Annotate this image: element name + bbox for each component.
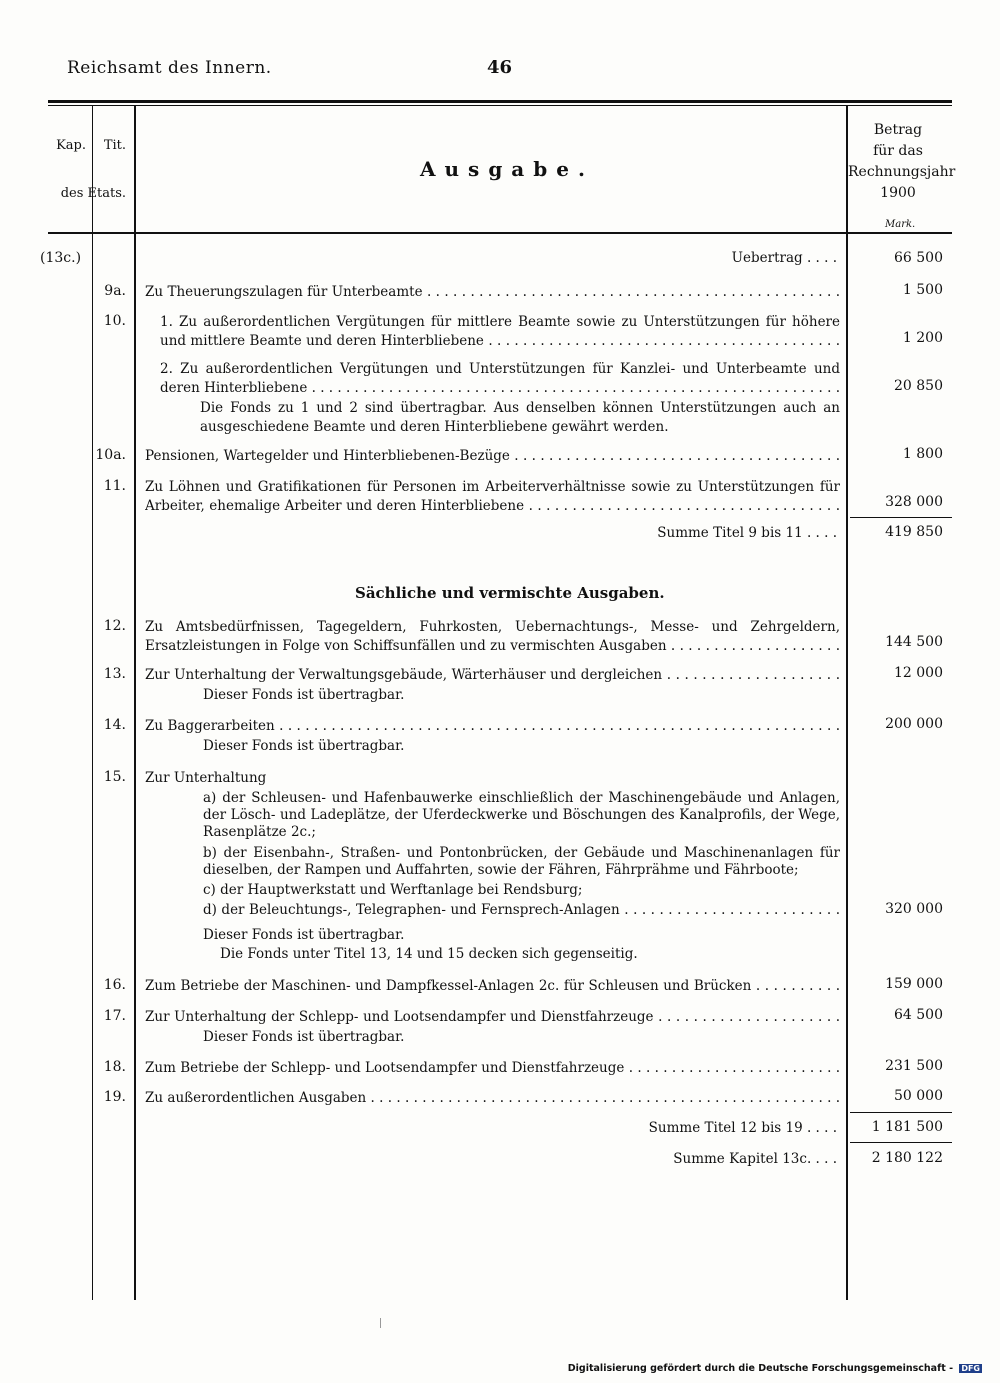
item-amount: 1 800 xyxy=(902,446,943,462)
item-note: Die Fonds zu 1 und 2 sind übertragbar. Aus denselben können Unterstützungen auch an ausgeschiedene Beamte und deren Hinterbliebene gewährt werden. xyxy=(200,400,840,435)
item-text: Zum Betriebe der Maschinen- und Dampfkessel-Anlagen 2c. für Schleusen und Brücken . . . . . . . . . . xyxy=(145,978,840,994)
item-amount: 328 000 xyxy=(885,494,943,510)
item-text: Zur Unterhaltung der Schlepp- und Lootsendampfer und Dienstfahrzeuge . . . . . . . . . . . . . . . . . . . . . xyxy=(145,1009,840,1025)
kap-header: Kap. xyxy=(56,138,86,153)
sum-label: Summe Titel 9 bis 11 . . . . xyxy=(657,525,837,541)
dfg-logo-icon: DFG xyxy=(961,1364,980,1373)
item-text: 2. Zu außerordentlichen Vergütungen und Unterstützungen für Kanzlei- und Unterbeamte und deren Hinterbliebene . . . . . . . . . . . . . . . . . . . . . . . . . . . . . . . . . . . . . . . . . . . . . . . . . . . . . . . . . . . . . . xyxy=(160,361,840,396)
item-note: Dieser Fonds ist übertragbar. xyxy=(203,738,405,754)
chapter-sum-label: Summe Kapitel 13c. . . . xyxy=(673,1151,837,1167)
table-title: Ausgabe. xyxy=(420,157,594,181)
digitization-credit xyxy=(568,1363,982,1374)
title-number: 9a. xyxy=(104,283,126,299)
item-text: Zu außerordentlichen Ausgaben . . . . . . . . . . . . . . . . . . . . . . . . . . . . . . . . . . . . . . . . . . . . . . . . . . . . . . . xyxy=(145,1090,840,1106)
item-amount: 50 000 xyxy=(894,1088,943,1104)
text-amount-divider xyxy=(846,105,848,1300)
unit-label: Mark. xyxy=(885,219,916,230)
item-text: Zur Unterhaltung xyxy=(145,770,267,786)
page-mark xyxy=(380,1318,381,1328)
sum-amount: 1 181 500 xyxy=(871,1119,943,1135)
title-number: 10. xyxy=(103,313,126,329)
tit-text-divider xyxy=(134,105,136,1300)
item-amount: 1 200 xyxy=(902,330,943,346)
betrag-header xyxy=(848,120,956,204)
betrag-line: Rechnungsjahr xyxy=(848,164,956,180)
item-sub-d: d) der Beleuchtungs-, Telegraphen- und Fernsprech-Anlagen . . . . . . . . . . . . . . . . . . . . . . . . . xyxy=(203,902,840,918)
chapter-sum-amount: 2 180 122 xyxy=(871,1150,943,1166)
betrag-line: für das xyxy=(873,143,923,159)
item-amount: 12 000 xyxy=(894,665,943,681)
des-etats-header: des Etats. xyxy=(60,186,126,201)
item-sub-b: b) der Eisenbahn-, Straßen- und Pontonbrücken, der Gebäude und Maschinenanlagen für dieselben, der Rampen und Auffahrten, sowie der Fähren, Fährprähme und Fährboote; xyxy=(203,845,840,878)
item-sub-c: c) der Hauptwerkstatt und Werftanlage bei Rendsburg; xyxy=(203,882,583,898)
sum-label: Summe Titel 12 bis 19 . . . . xyxy=(648,1120,837,1136)
item-note: Dieser Fonds ist übertragbar. xyxy=(203,687,405,703)
item-amount: 200 000 xyxy=(885,716,943,732)
title-number: 17. xyxy=(103,1008,126,1024)
item-note: Die Fonds unter Titel 13, 14 und 15 decken sich gegenseitig. xyxy=(220,946,638,962)
title-number: 11. xyxy=(103,478,126,494)
item-note: Dieser Fonds ist übertragbar. xyxy=(203,1029,405,1045)
credit-text: Digitalisierung gefördert durch die Deutsche Forschungsgemeinschaft - xyxy=(567,1363,954,1374)
title-number: 14. xyxy=(103,717,126,733)
item-text: Zu Amtsbedürfnissen, Tagegeldern, Fuhrkosten, Uebernachtungs-, Messe- und Zehrgeldern, Ersatzleistungen in Folge von Schiffsunfällen und zu vermischten Ausgaben . . . . . . . . . . . . . . . . . . . . xyxy=(145,619,840,654)
betrag-line: 1900 xyxy=(880,185,916,201)
tit-header: Tit. xyxy=(103,138,126,153)
item-amount: 64 500 xyxy=(894,1007,943,1023)
uebertrag-amount: 66 500 xyxy=(894,250,943,266)
title-number: 13. xyxy=(103,666,126,682)
item-amount: 144 500 xyxy=(885,634,943,650)
item-amount: 159 000 xyxy=(885,976,943,992)
sum-rule xyxy=(850,517,952,518)
top-rule-thin xyxy=(48,105,952,106)
item-text: Zum Betriebe der Schlepp- und Lootsendampfer und Dienstfahrzeuge . . . . . . . . . . . . . . . . . . . . . . . . . xyxy=(145,1060,840,1076)
top-rule-thick xyxy=(48,100,952,103)
header-bottom-rule xyxy=(48,232,952,234)
item-amount: 320 000 xyxy=(885,901,943,917)
betrag-line: Betrag xyxy=(873,122,923,138)
title-number: 15. xyxy=(103,769,126,785)
item-text: Zu Baggerarbeiten . . . . . . . . . . . . . . . . . . . . . . . . . . . . . . . . . . . . . . . . . . . . . . . . . . . . . . . . . . . . . . . . . xyxy=(145,718,840,734)
title-number: 10a. xyxy=(95,447,126,463)
title-number: 12. xyxy=(103,618,126,634)
item-amount: 20 850 xyxy=(894,378,943,394)
item-amount: 231 500 xyxy=(885,1058,943,1074)
item-text: Pensionen, Wartegelder und Hinterbliebenen-Bezüge . . . . . . . . . . . . . . . . . . . . . . . . . . . . . . . . . . . . . . xyxy=(145,448,840,464)
sum-amount: 419 850 xyxy=(885,524,943,540)
uebertrag-label: Uebertrag . . . . xyxy=(731,250,837,266)
sum-rule xyxy=(850,1112,952,1113)
page-number: 46 xyxy=(487,57,513,78)
title-number: 18. xyxy=(103,1059,126,1075)
item-text: Zu Löhnen und Gratifikationen für Personen im Arbeiterverhältnisse sowie zu Unterstützungen für Arbeiter, ehemalige Arbeiter und deren Hinterbliebene . . . . . . . . . . . . . . . . . . . . . . . . . . . . . . . . . . . . xyxy=(145,479,840,514)
section-title: Sächliche und vermischte Ausgaben. xyxy=(355,584,665,602)
item-amount: 1 500 xyxy=(902,282,943,298)
title-number: 19. xyxy=(103,1089,126,1105)
kap-number: (13c.) xyxy=(40,250,82,266)
ministry-heading: Reichsamt des Innern. xyxy=(67,58,272,78)
item-note: Dieser Fonds ist übertragbar. xyxy=(203,927,405,943)
sum-rule xyxy=(850,1142,952,1143)
item-sub-a: a) der Schleusen- und Hafenbauwerke einschließlich der Maschinengebäude und Anlagen, der Lösch- und Ladeplätze, der Uferdeckwerke und Böschungen des Kanalprofils, der Wege, Rasenplätze 2c.; xyxy=(203,790,840,840)
item-text: Zu Theuerungszulagen für Unterbeamte . . . . . . . . . . . . . . . . . . . . . . . . . . . . . . . . . . . . . . . . . . . . . . . . xyxy=(145,284,840,300)
title-number: 16. xyxy=(103,977,126,993)
item-text: Zur Unterhaltung der Verwaltungsgebäude, Wärterhäuser und dergleichen . . . . . . . . . . . . . . . . . . . . xyxy=(145,667,840,683)
item-text: 1. Zu außerordentlichen Vergütungen für mittlere Beamte sowie zu Unterstützungen für höhere und mittlere Beamte und deren Hinterbliebene . . . . . . . . . . . . . . . . . . . . . . . . . . . . . . . . . . . . . . . . . xyxy=(160,314,840,349)
